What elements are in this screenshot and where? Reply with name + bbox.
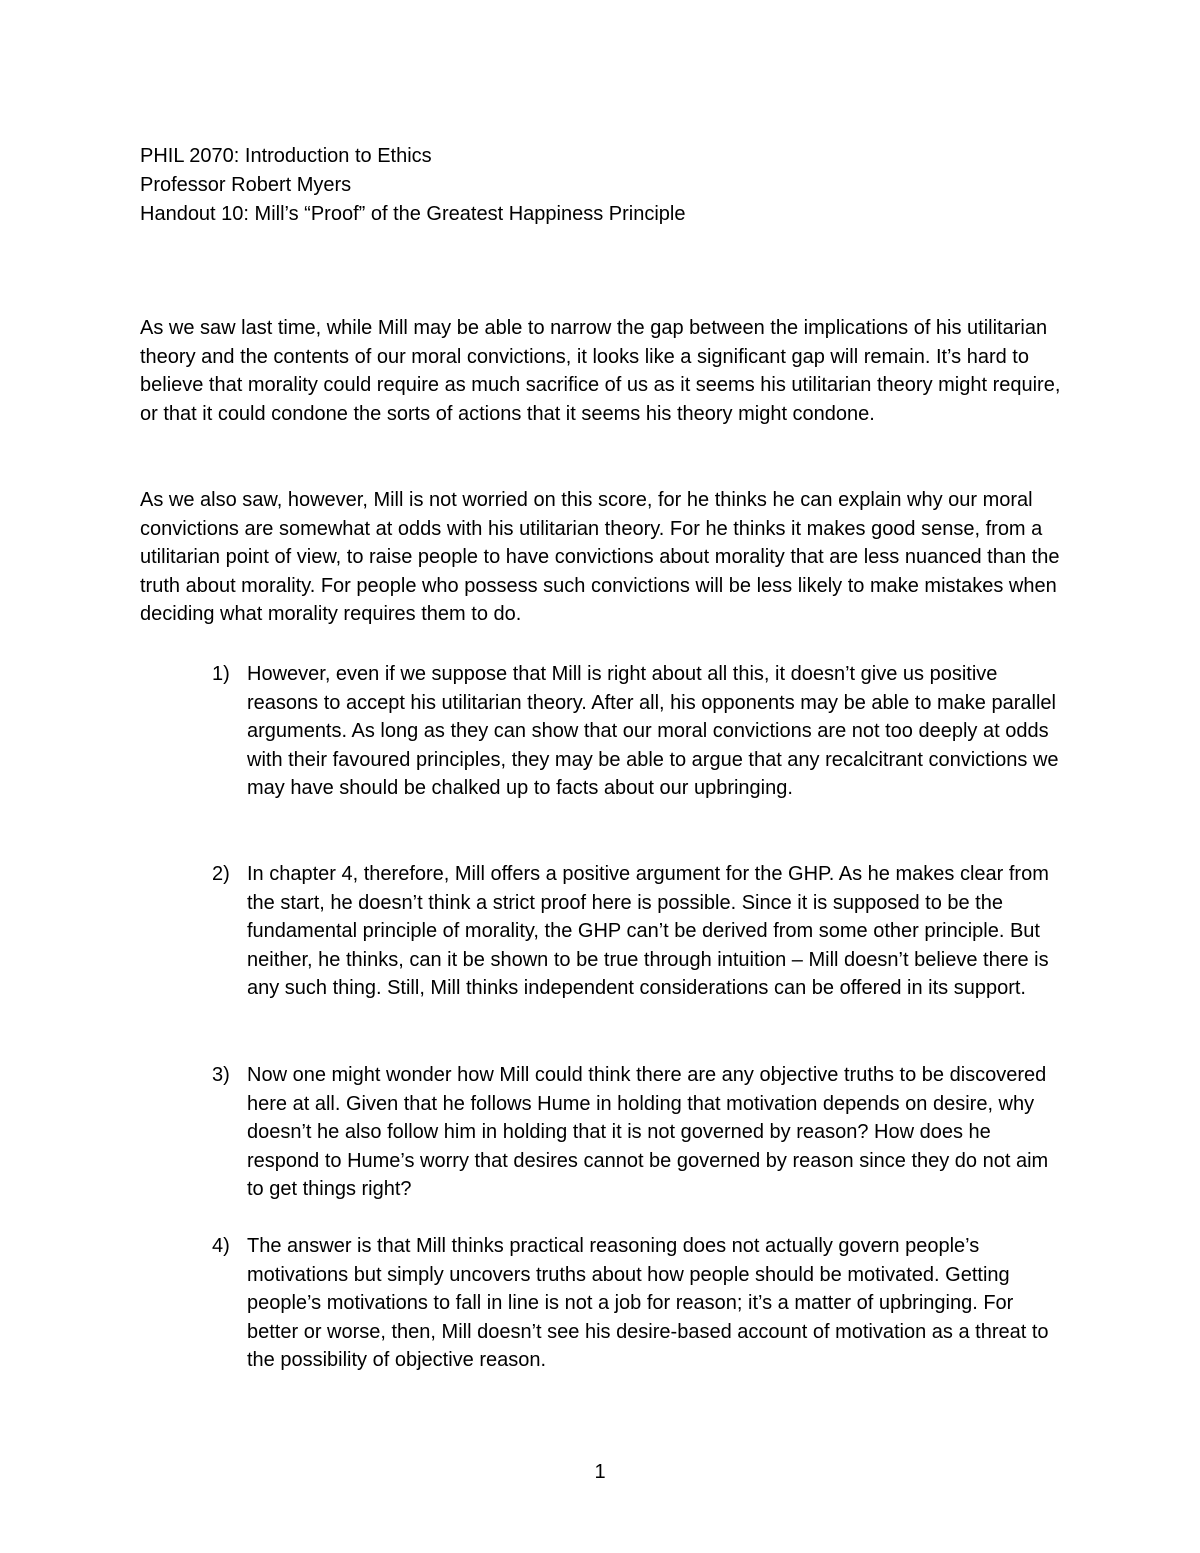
intro-paragraph: As we saw last time, while Mill may be able to narrow the gap between the implications of his utilitarian theory and the contents of our moral convictions, it looks like a significant gap will remain. It’s hard to believe that morality could require as much sacrifice of us as it seems his utilitarian theory might require, or that it could condone the sorts of actions that it seems his theory might condone. [140,317,1061,425]
list-item-number: 3) [212,1064,230,1086]
list-item-text: In chapter 4, therefore, Mill offers a positive argument for the GHP. As he makes clear from the start, he doesn’t think a strict proof here is possible. Since it is supposed to be the fundamental principle of morality, the GHP can’t be derived from some other principle. But neither, he thinks, can it be shown to be true through intuition – Mill doesn’t believe there is any such thing. Still, Mill thinks independent considerations can be offered in its support. [247,863,1049,1000]
list-item-number: 4) [212,1235,230,1257]
handout-title: Handout 10: Mill’s “Proof” of the Greatest Happiness Principle [140,203,686,225]
course-title: PHIL 2070: Introduction to Ethics [140,145,432,167]
second-paragraph: As we also saw, however, Mill is not worried on this score, for he thinks he can explain why our moral convictions are somewhat at odds with his utilitarian theory. For he thinks it makes good sense, from a utilitarian point of view, to raise people to have convictions about morality that are less nuanced than the truth about morality. For people who possess such convictions will be less likely to make mistakes when deciding what morality requires them to do. [140,489,1060,626]
list-item-number: 1) [212,663,230,685]
list-item-text: However, even if we suppose that Mill is right about all this, it doesn’t give us positive reasons to accept his utilitarian theory. After all, his opponents may be able to make parallel arguments. As long as they can show that our moral convictions are not too deeply at odds with their favoured principles, they may be able to argue that any recalcitrant convictions we may have should be chalked up to facts about our upbringing. [247,663,1059,800]
professor-name: Professor Robert Myers [140,174,352,196]
page-number: 1 [594,1461,606,1483]
list-item-text: The answer is that Mill thinks practical reasoning does not actually govern people’s motivations but simply uncovers truths about how people should be motivated. Getting people’s motivations to fall in line is not a job for reason; it’s a matter of upbringing. For better or worse, then, Mill doesn’t see his desire-based account of motivation as a threat to the possibility of objective reason. [247,1235,1049,1372]
list-item-number: 2) [212,863,230,885]
list-item-text: Now one might wonder how Mill could think there are any objective truths to be discovered here at all. Given that he follows Hume in holding that motivation depends on desire, why doesn’t he also follow him in holding that it is not governed by reason? How does he respond to Hume’s worry that desires cannot be governed by reason since they do not aim to get things right? [247,1064,1049,1201]
document-header [140,142,1080,229]
